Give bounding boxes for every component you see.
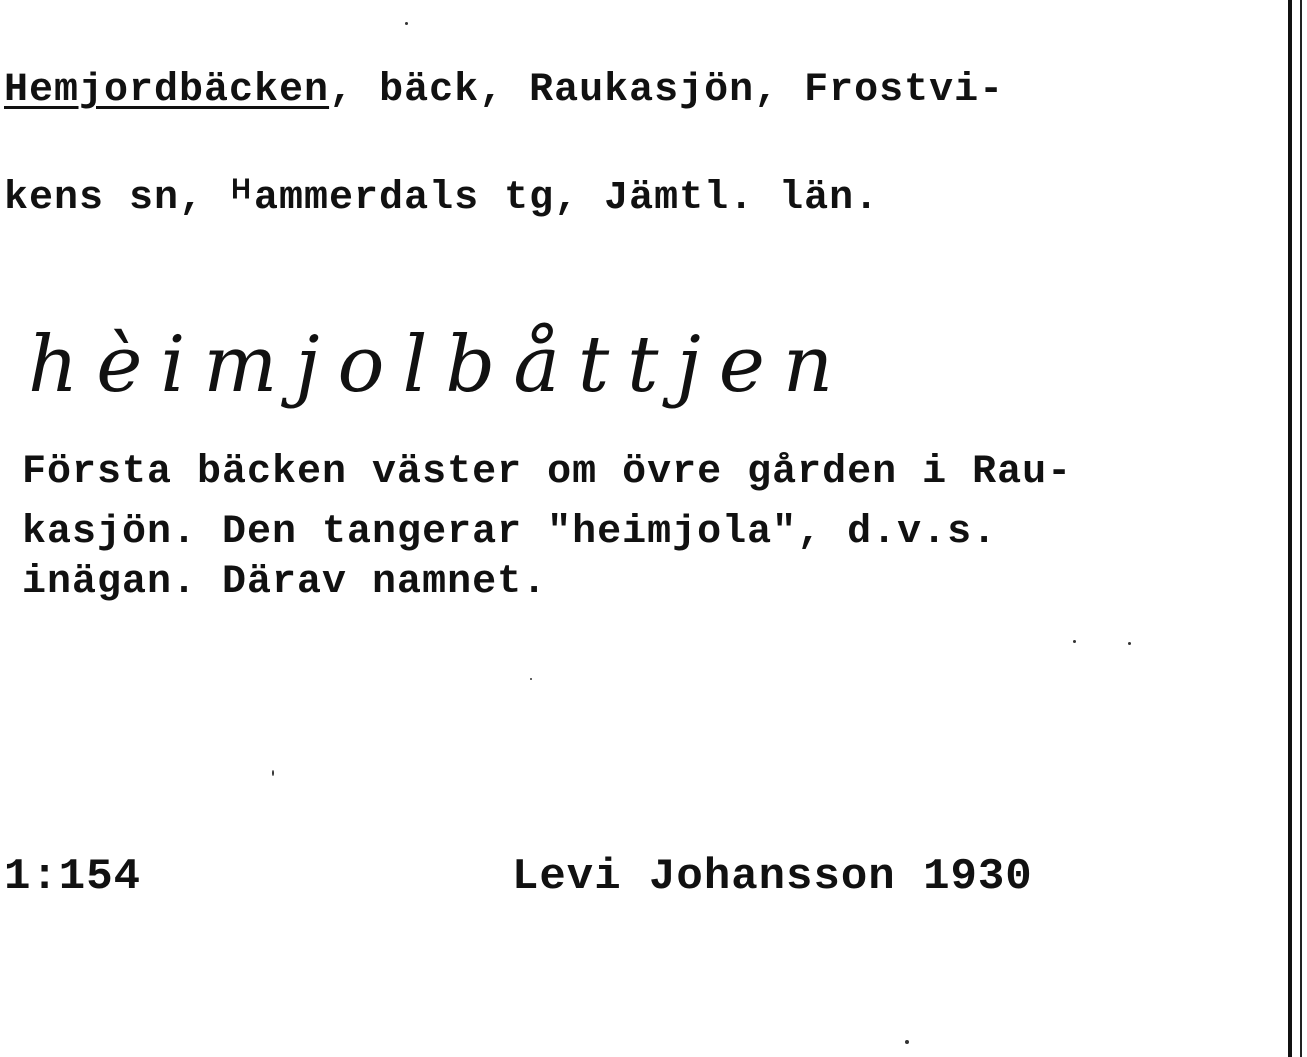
card-right-edge-thin bbox=[1300, 0, 1302, 1057]
scan-speck bbox=[905, 1040, 909, 1044]
header-line-1 bbox=[4, 68, 1004, 113]
header-line-1-rest: , bäck, Raukasjön, Frostvi- bbox=[329, 68, 1005, 113]
header-line-2: kens sn, ᴴammerdals tg, Jämtl. län. bbox=[4, 176, 880, 221]
scan-speck bbox=[405, 22, 408, 25]
collector-signature: Levi Johansson 1930 bbox=[512, 852, 1033, 902]
scan-speck bbox=[1128, 642, 1131, 645]
scan-speck bbox=[272, 770, 274, 776]
description-line-3: inägan. Därav namnet. bbox=[22, 560, 548, 605]
scan-speck bbox=[1073, 640, 1076, 643]
headword: Hemjordbäcken bbox=[4, 68, 330, 113]
description-line-2: kasjön. Den tangerar "heimjola", d.v.s. bbox=[22, 510, 998, 555]
handwritten-pronunciation: hèimjolbåttjen bbox=[28, 320, 852, 410]
card-right-edge bbox=[1288, 0, 1292, 1057]
reference-number: 1:154 bbox=[4, 852, 142, 902]
scan-speck bbox=[530, 678, 532, 680]
description-line-1: Första bäcken väster om övre gården i Rau- bbox=[22, 450, 1073, 495]
